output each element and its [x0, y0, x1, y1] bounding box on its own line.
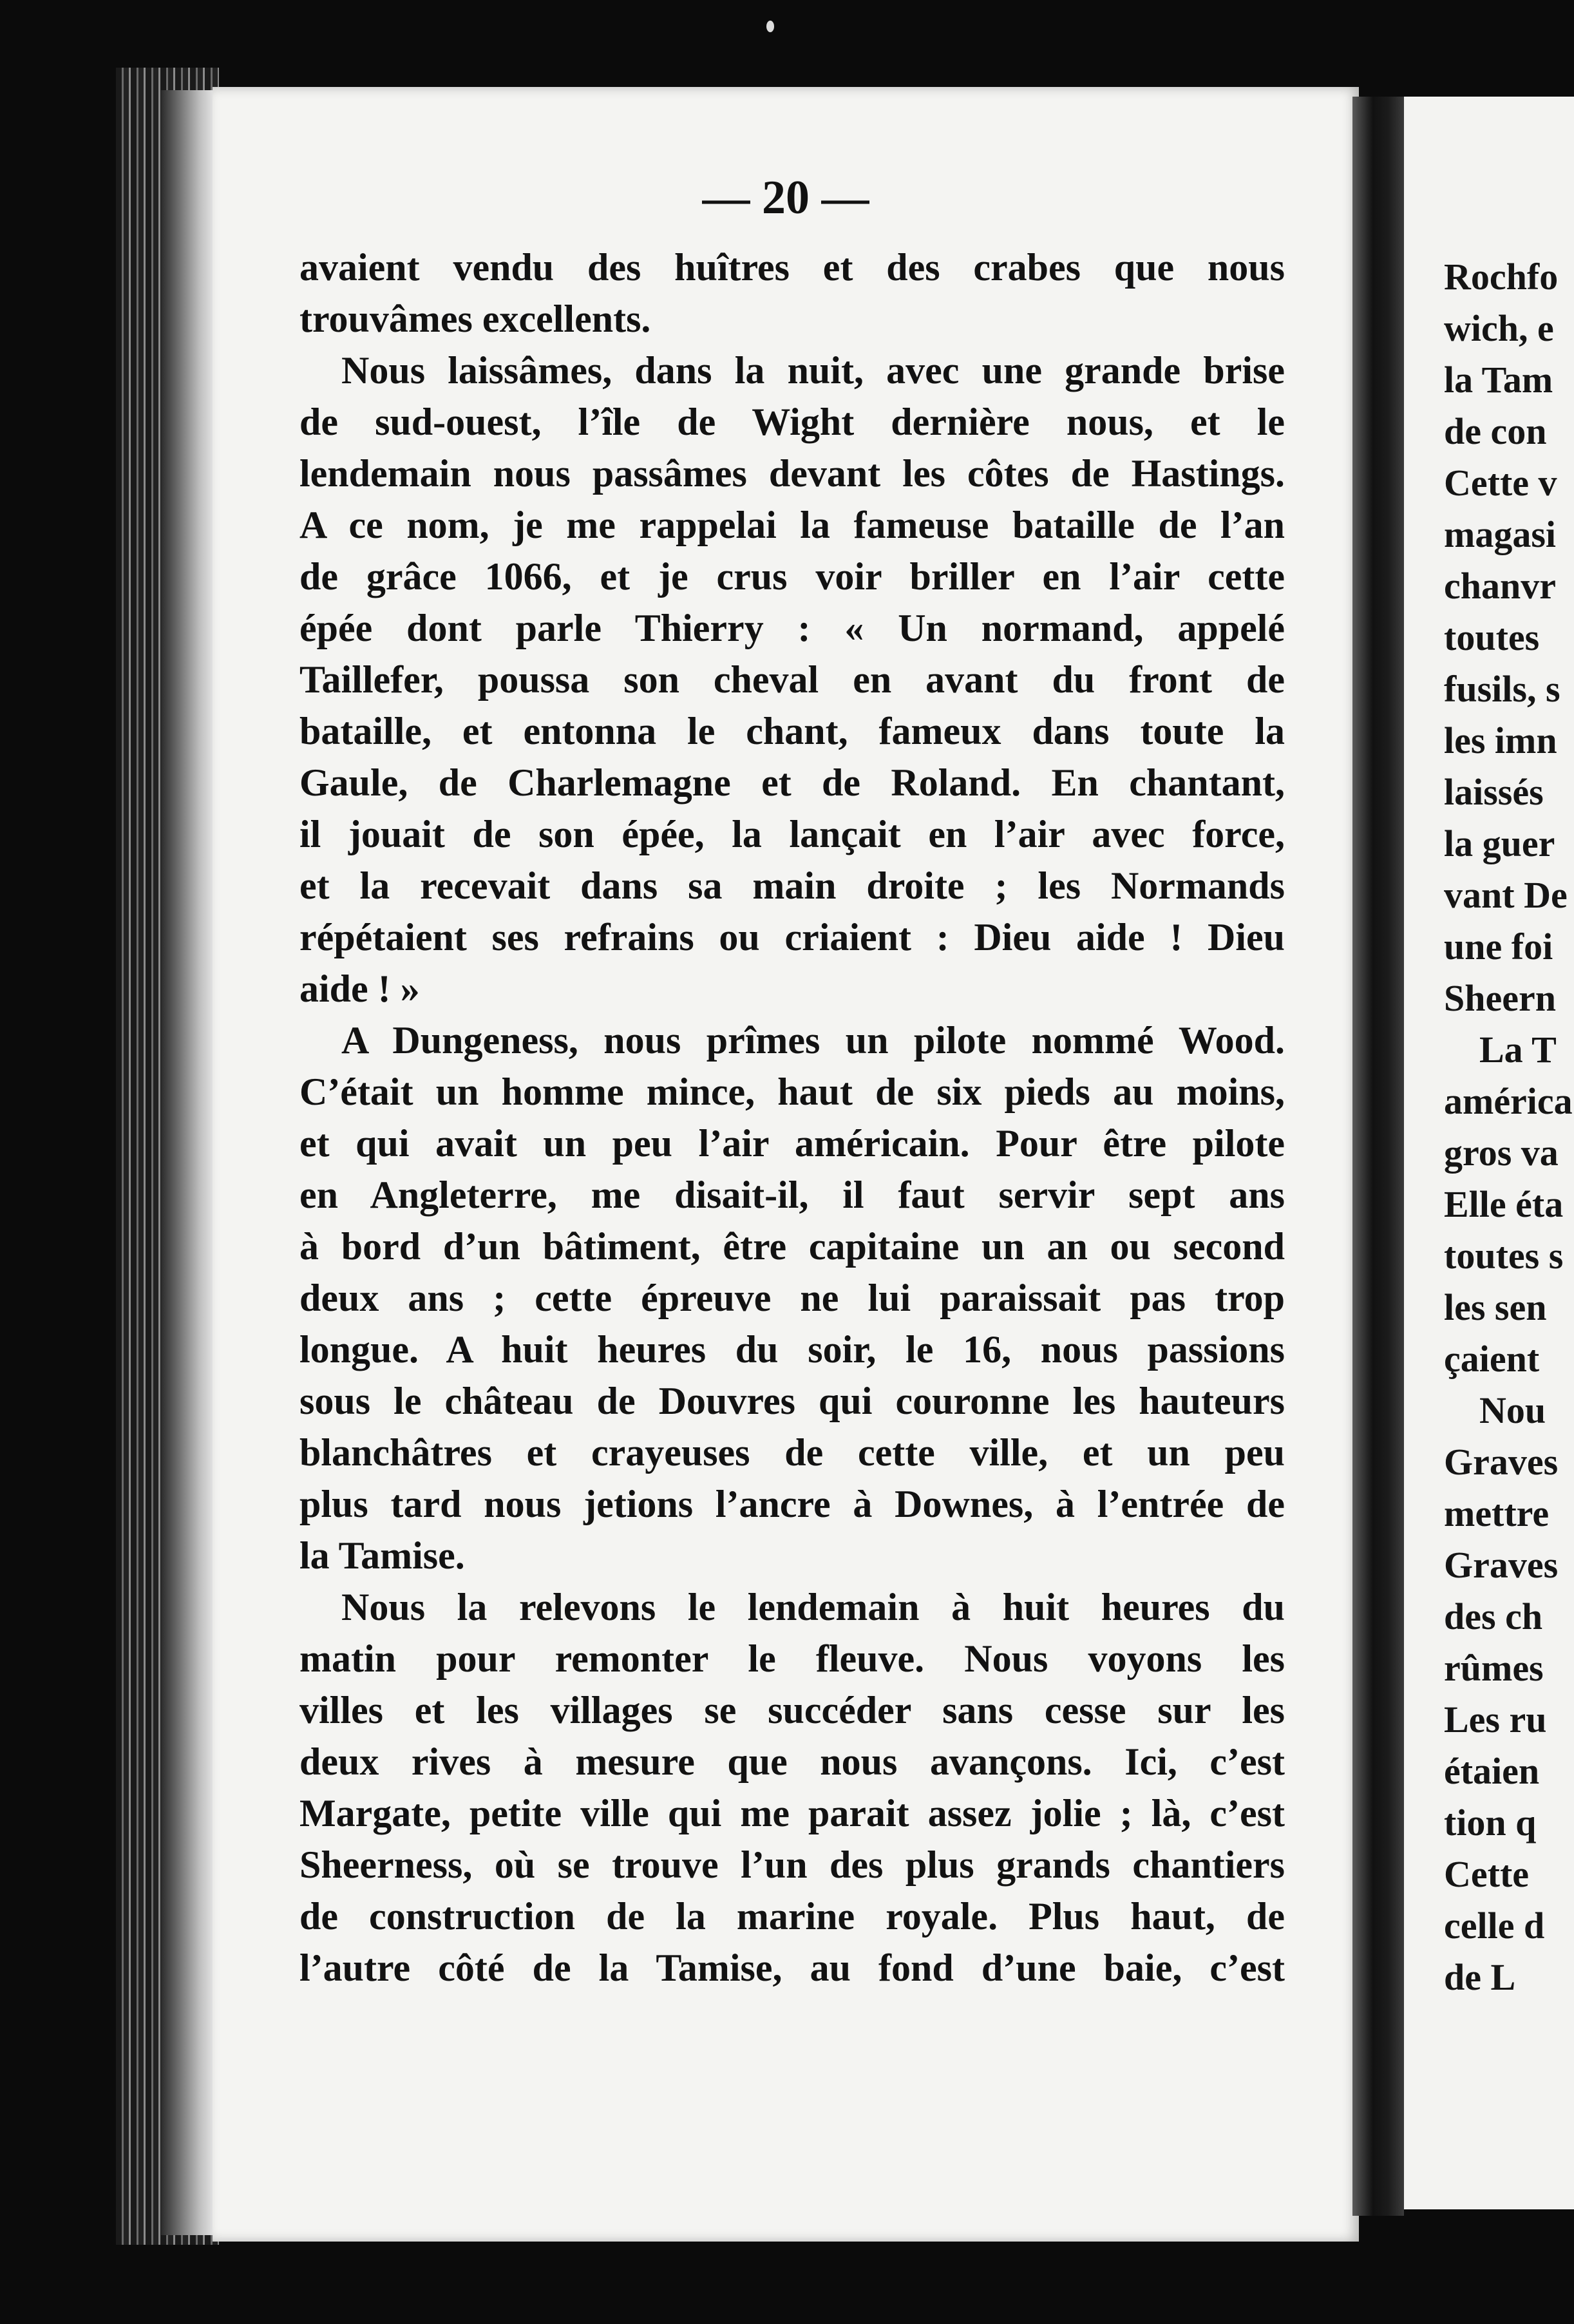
text-line: de con	[1444, 410, 1547, 452]
text-line: sous le château de Douvres qui couronne les hauteurs	[299, 1380, 1285, 1422]
text-line: Gaule, de Charlemagne et de Roland. En chantant,	[299, 761, 1285, 804]
text-line: de construction de la marine royale. Plus haut, de	[299, 1895, 1285, 1938]
text-line: Cette v	[1444, 462, 1557, 504]
text-line: américa	[1444, 1080, 1573, 1122]
text-line: fusils, s	[1444, 668, 1560, 710]
text-line: Elle éta	[1444, 1183, 1564, 1225]
text-line: matin pour remonter le fleuve. Nous voyons les	[299, 1637, 1285, 1680]
text-line: aide ! »	[299, 967, 420, 1010]
text-line: longue. A huit heures du soir, le 16, nous passions	[299, 1328, 1285, 1371]
text-line: l’autre côté de la Tamise, au fond d’une baie, c’est	[299, 1947, 1285, 1989]
text-line: magasi	[1444, 513, 1556, 555]
text-line: à bord d’un bâtiment, être capitaine un an ou second	[299, 1225, 1285, 1268]
text-line: A ce nom, je me rappelai la fameuse bataille de l’an	[299, 504, 1285, 546]
text-line: épée dont parle Thierry : « Un normand, appelé	[299, 607, 1285, 649]
page-text	[299, 242, 1285, 1994]
text-line: tion q	[1444, 1802, 1537, 1843]
text-line: villes et les villages se succéder sans cesse sur les	[299, 1689, 1285, 1731]
text-line: Margate, petite ville qui me parait assez jolie ; là, c’est	[299, 1792, 1285, 1834]
text-line: de grâce 1066, et je crus voir briller en l’air cette	[299, 555, 1285, 598]
left-page	[213, 87, 1359, 2242]
text-line: deux rives à mesure que nous avançons. Ici, c’est	[299, 1740, 1285, 1783]
text-line: La T	[1479, 1029, 1557, 1071]
text-line: répétaient ses refrains ou criaient : Dieu aide ! Dieu	[299, 916, 1285, 958]
text-line: A Dungeness, nous prîmes un pilote nommé Wood.	[341, 1019, 1285, 1062]
text-line: Nou	[1479, 1389, 1546, 1431]
text-line: en Angleterre, me disait-il, il faut servir sept ans	[299, 1174, 1285, 1216]
text-line: avaient vendu des huîtres et des crabes que nous	[299, 246, 1285, 289]
text-line: Nous laissâmes, dans la nuit, avec une grande brise	[341, 349, 1285, 392]
text-line: chanvr	[1444, 565, 1556, 607]
text-line: étaien	[1444, 1750, 1540, 1792]
book-gutter	[1352, 97, 1404, 2216]
text-line: la guer	[1444, 823, 1555, 864]
right-page-partial	[1404, 97, 1574, 2209]
text-line: Nous la relevons le lendemain à huit heures du	[341, 1586, 1285, 1628]
text-line: Cette	[1444, 1853, 1530, 1895]
text-line: rûmes	[1444, 1647, 1544, 1689]
text-line: Graves	[1444, 1441, 1559, 1483]
text-line: les imn	[1444, 719, 1557, 761]
text-line: Taillefer, poussa son cheval en avant du front de	[299, 658, 1285, 701]
text-line: blanchâtres et crayeuses de cette ville, et un peu	[299, 1431, 1285, 1474]
text-line: mettre	[1444, 1492, 1550, 1534]
text-line: de sud-ouest, l’île de Wight dernière nous, et le	[299, 401, 1285, 443]
text-line: çaient	[1444, 1338, 1540, 1380]
page-number: — 20 —	[702, 171, 869, 224]
text-line: la Tamise.	[299, 1534, 465, 1577]
text-line: C’était un homme mince, haut de six pieds au moins,	[299, 1071, 1285, 1113]
text-line: bataille, et entonna le chant, fameux dans toute la	[299, 710, 1285, 752]
text-line: il jouait de son épée, la lançait en l’air avec force,	[299, 813, 1285, 855]
right-page-text	[1444, 251, 1574, 2003]
text-line: Les ru	[1444, 1699, 1547, 1740]
page-stack-edge	[161, 90, 216, 2235]
text-line: et la recevait dans sa main droite ; les Normands	[299, 864, 1285, 907]
text-line: trouvâmes excellents.	[299, 298, 651, 340]
text-line: de L	[1444, 1956, 1516, 1998]
text-line: vant De	[1444, 874, 1568, 916]
text-line: wich, e	[1444, 307, 1554, 349]
text-line: deux ans ; cette épreuve ne lui paraissait pas trop	[299, 1277, 1285, 1319]
text-line: des ch	[1444, 1595, 1543, 1637]
text-line: Graves	[1444, 1544, 1559, 1586]
text-line: la Tam	[1444, 359, 1553, 401]
text-line: une foi	[1444, 926, 1553, 967]
text-line: celle d	[1444, 1905, 1545, 1947]
text-line: Sheerness, où se trouve l’un des plus grands chantiers	[299, 1843, 1285, 1886]
text-line: toutes	[1444, 616, 1540, 658]
text-line: lendemain nous passâmes devant les côtes de Hastings.	[299, 452, 1285, 495]
text-line: toutes s	[1444, 1235, 1564, 1277]
scan-speck	[766, 21, 774, 32]
text-line: plus tard nous jetions l’ancre à Downes, à l’entrée de	[299, 1483, 1285, 1525]
text-line: Rochfo	[1444, 256, 1559, 298]
text-line: les sen	[1444, 1286, 1547, 1328]
text-line: et qui avait un peu l’air américain. Pour être pilote	[299, 1122, 1285, 1165]
text-line: gros va	[1444, 1132, 1559, 1174]
text-line: Sheern	[1444, 977, 1556, 1019]
text-line: laissés	[1444, 771, 1544, 813]
